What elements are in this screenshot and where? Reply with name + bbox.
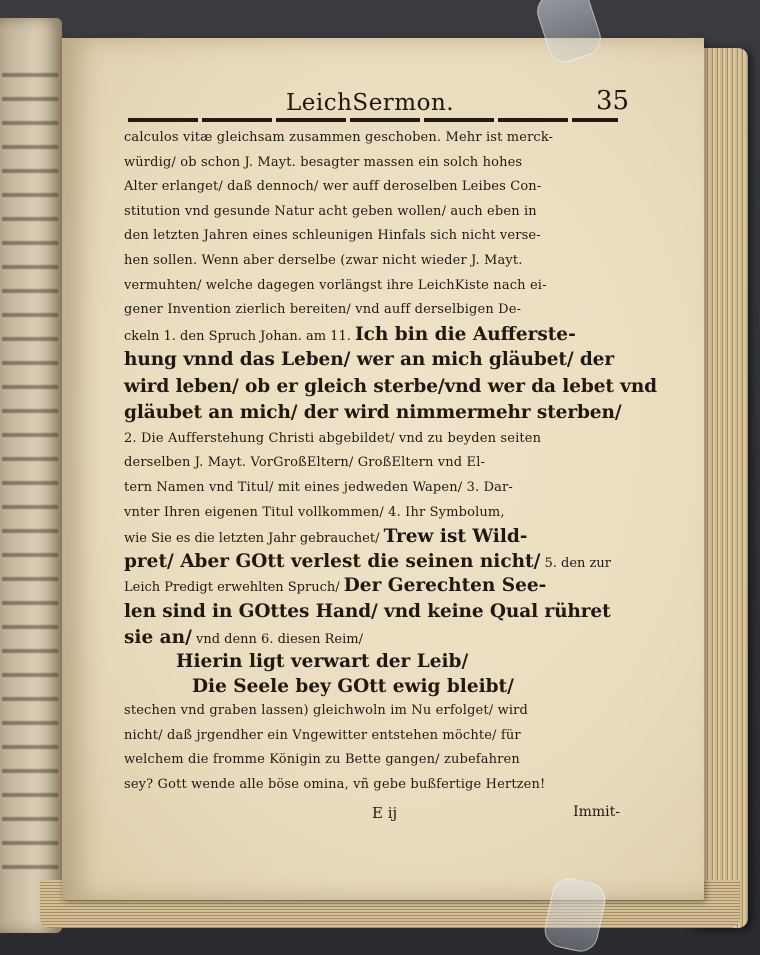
body-text [124,126,658,798]
text-line [124,298,620,323]
text-line [124,724,620,749]
line-text: nicht/ daß jrgendher ein Vngewitter entstehen möchte/ für [124,727,521,743]
line-text: hen sollen. Wenn aber derselbe (zwar nicht wieder J. Mayt. [124,252,523,268]
line-text: gläubet an mich/ der wird nimmermehr sterben/ [124,402,622,424]
line-text: stechen vnd graben lassen) gleichwoln im Nu erfolget/ wird [124,703,529,719]
line-text: calculos vitæ gleichsam zusammen geschoben. Mehr ist merck- [124,130,554,145]
text-line [124,374,658,401]
line-text: würdig/ ob schon J. Mayt. besagter massen ein solch hohes [124,154,523,170]
text-line [124,451,620,476]
text-line [124,200,620,225]
line-text: den letzten Jahren eines schleunigen Hinfals sich nicht verse- [124,228,541,244]
text-line [124,675,620,700]
line-text: sey? Gott wende alle böse omina, vñ gebe bußfertige Hertzen! [124,777,546,793]
line-text: stitution vnd gesunde Natur acht geben wollen/ auch eben in [124,203,537,219]
text-line [124,699,620,724]
text-line [124,427,620,452]
line-emphasis: Trew ist Wild- [383,526,528,548]
text-line [124,175,620,200]
line-tail: vnd denn 6. diesen Reim/ [191,631,363,647]
text-line [124,151,620,176]
line-text: derselben J. Mayt. VorGroßEltern/ GroßEltern vnd El- [124,455,486,471]
text-line [124,650,620,675]
line-text: ckeln 1. den Spruch Johan. am 11. [124,328,351,344]
line-text: hung vnnd das Leben/ wer an mich gläubet/ der [124,349,614,371]
page-footer [124,804,620,826]
line-text: Alter erlanget/ daß dennoch/ wer auff deroselben Leibes Con- [124,179,542,195]
line-text: Leich Predigt erwehlten Spruch/ [124,580,340,596]
text-line [124,574,620,599]
line-text: tern Namen vnd Titul/ mit eines jedweden Wapen/ 3. Dar- [124,480,513,496]
text-line [124,501,620,526]
facing-page-text-blur [2,58,58,878]
catchword: Immit- [573,804,620,820]
line-text: welchem die fromme Königin zu Bette gangen/ zubefahren [124,752,520,768]
line-emphasis: sie an/ [124,626,192,648]
text-line [124,599,620,626]
text-line [124,249,620,274]
text-line [124,476,620,501]
line-tail: 5. den zur [540,555,611,571]
text-line [124,126,620,151]
text-line [124,748,620,773]
line-text: vnter Ihren eigenen Titul vollkommen/ 4. Ihr Symbolum, [124,504,505,520]
line-text: 2. Die Aufferstehung Christi abgebildet/ vnd zu beyden seiten [124,430,542,446]
page-number: 35 [596,86,630,116]
header-rule [128,118,618,122]
text-line [124,347,620,374]
line-text: vermuhten/ welche dagegen vorlängst ihre LeichKiste nach ei- [124,277,547,293]
text-line [124,400,620,427]
line-text: len sind in GOttes Hand/ vnd keine Qual rühret [124,601,611,622]
text-line [124,274,620,299]
facing-page-left [0,18,62,933]
line-text: Die Seele bey GOtt ewig bleibt/ [192,675,514,697]
text-line [124,550,620,575]
text-line [124,525,620,550]
line-text: wie Sie es die letzten Jahr gebrauchet/ [124,531,380,547]
line-text: Hierin ligt verwart der Leib/ [176,651,469,673]
running-head: LeichSermon. [286,90,455,116]
line-emphasis: Ich bin die Aufferste- [355,323,576,345]
text-line [124,773,620,798]
text-line [124,626,620,651]
line-emphasis: Der Gerechten See- [343,575,547,597]
line-text: gener Invention zierlich bereiten/ vnd auff derselbigen De- [124,302,522,318]
signature-mark: E ij [372,804,398,822]
line-emphasis: pret/ Aber GOtt verlest die seinen nicht/ [124,550,541,572]
line-text: wird leben/ ob er gleich sterbe/vnd wer da lebet vnd [124,375,658,397]
text-line [124,224,620,249]
text-line [124,323,620,348]
